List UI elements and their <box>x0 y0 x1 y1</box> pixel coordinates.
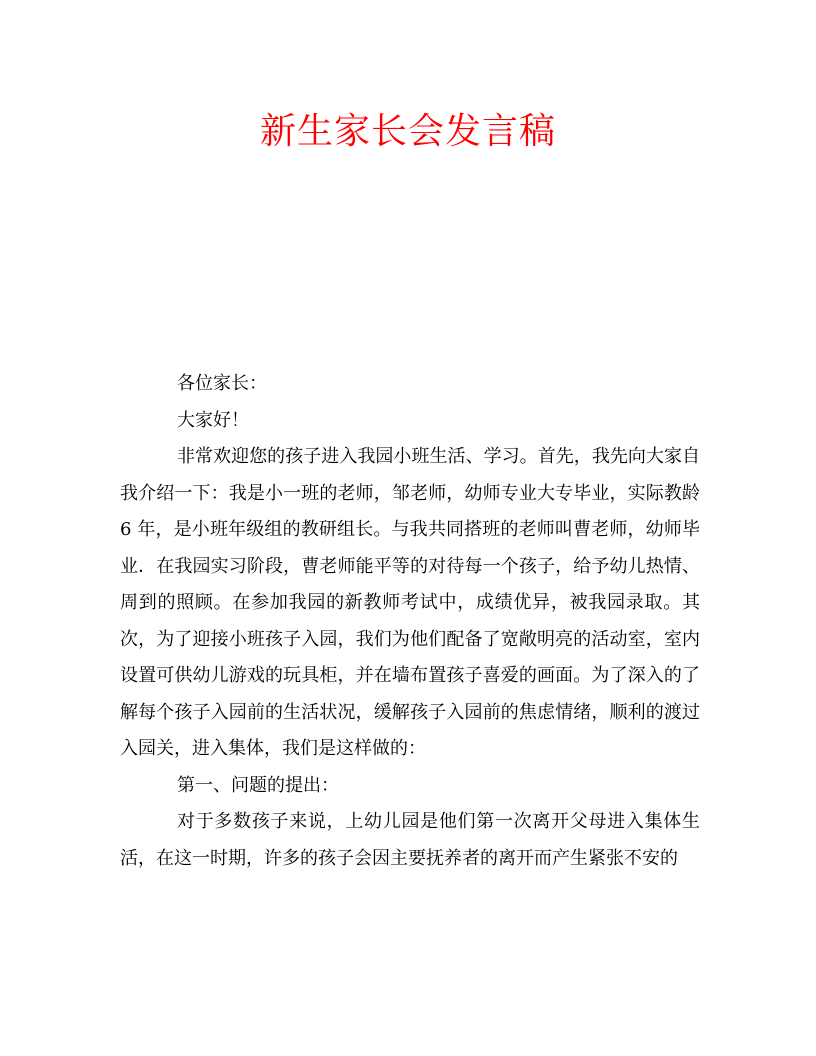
document-body <box>120 366 700 877</box>
paragraph-introduction: 非常欢迎您的孩子进入我园小班生活、学习。首先，我先向大家自我介绍一下：我是小一班的老师，邹老师，幼师专业大专毕业，实际教龄 6 年，是小班年级组的教研组长。与我共同搭班的老师叫曹老师，幼师毕业．在我园实习阶段，曹老师能平等的对待每一个孩子，给予幼儿热情、周到的照顾。在参加我园的新教师考试中，成绩优异，被我园录取。其次，为了迎接小班孩子入园，我们为他们配备了宽敞明亮的活动室，室内设置可供幼儿游戏的玩具柜，并在墙布置孩子喜爱的画面。为了深入的了解每个孩子入园前的生活状况，缓解孩子入园前的焦虑情绪，顺利的渡过入园关，进入集体，我们是这样做的： <box>120 446 700 759</box>
salutation: 各位家长： <box>177 373 267 394</box>
document-title: 新生家长会发言稿 <box>259 111 556 152</box>
paragraph-problem: 对于多数孩子来说，上幼儿园是他们第一次离开父母进入集体生活，在这一时期，许多的孩子会因主要抚养者的离开而产生紧张不安的 <box>120 811 700 869</box>
greeting: 大家好！ <box>177 409 249 431</box>
section-heading: 第一、问题的提出： <box>177 774 339 796</box>
